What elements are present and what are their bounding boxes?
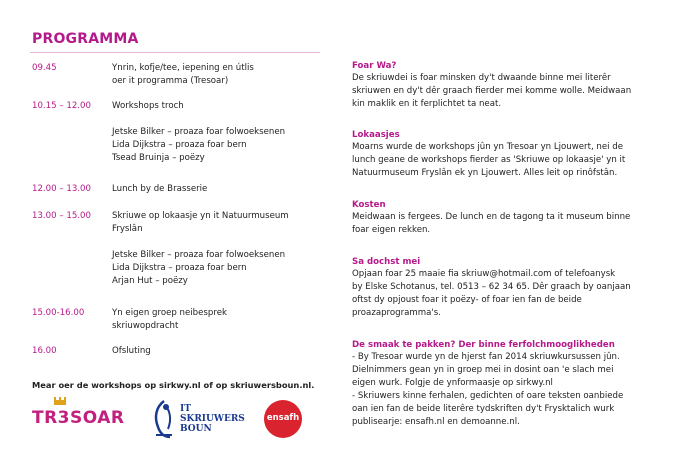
schedule-line: oer it programma (Tresoar)	[112, 76, 229, 86]
tresoar-logo	[32, 408, 125, 428]
schedule-line: Skriuwe op lokaasje yn it Natuurmuseum	[112, 211, 289, 221]
schedule-line	[112, 113, 285, 126]
schedule-line: Lida Dijkstra – proaza foar bern	[112, 263, 247, 273]
section-line: De skriuwdei is foar minsken dy't dwaande binne mei literêr	[352, 73, 611, 83]
schedule-line: Lunch by de Brasserie	[112, 184, 208, 194]
section-line: Natuurmuseum Fryslân ek yn Ljouwert. Alles leit op rinôfstân.	[352, 168, 618, 178]
schedule-description	[112, 100, 285, 165]
schedule-line: Arjan Hut – poëzy	[112, 276, 188, 286]
schedule-line: Workshops troch	[112, 101, 184, 111]
schedule-time: 12.00 – 13.00	[32, 184, 91, 194]
section-line: oan ien fan de beide literêre tydskriften dy't Frysktalich wurk	[352, 404, 615, 414]
schedule-line: Yn eigen groep neibesprek	[112, 308, 227, 318]
schedule-line: Ynrin, kofje/tee, iepening en útlis	[112, 63, 254, 73]
section-line: - Skriuwers kinne ferhalen, gedichten of oare teksten oanbiede	[352, 391, 624, 401]
info-section	[352, 60, 631, 111]
section-line: Meidwaan is fergees. De lunch en de tagong ta it museum binne	[352, 212, 631, 222]
schedule-description	[112, 210, 289, 288]
section-line: proazaprogramma's.	[352, 308, 441, 318]
skriuwers-boun-text: IT SKRIUWERS BOUN	[180, 404, 245, 434]
title-divider	[30, 52, 320, 53]
section-line: lunch geane de workshops fierder as 'Skriuwe op lokaasje' yn it	[352, 155, 626, 165]
section-line: Moarns wurde de workshops jûn yn Tresoar yn Ljouwert, nei de	[352, 142, 624, 152]
info-section	[352, 256, 631, 320]
section-line: kin maklik en it ferplichtet ta neat.	[352, 99, 502, 109]
ensafh-logo	[263, 399, 303, 443]
info-section	[352, 339, 623, 429]
tresoar-logo-text: TR3SOAR	[32, 408, 125, 428]
section-heading: Foar Wa?	[352, 61, 397, 71]
section-line: oftst dy opjoust foar it poëzy- of foar ien fan de beide	[352, 295, 582, 305]
section-line: skriuwen en dy't dêr graach fierder mei komme wolle. Meidwaan	[352, 86, 632, 96]
schedule-line: Ofsluting	[112, 346, 151, 356]
schedule-line: skriuwopdracht	[112, 321, 179, 331]
schedule-time: 09.45	[32, 63, 57, 73]
section-heading: De smaak te pakken? Der binne ferfolchmooglikheden	[352, 340, 615, 350]
quill-figure-icon	[150, 399, 178, 439]
section-heading: Lokaasjes	[352, 130, 400, 140]
schedule-time: 15.00-16.00	[32, 308, 85, 318]
more-info-text: Mear oer de workshops op sirkwy.nl of op skriuwersboun.nl.	[32, 380, 315, 390]
schedule-description	[112, 183, 207, 196]
schedule-time: 10.15 – 12.00	[32, 101, 91, 111]
info-section	[352, 199, 630, 237]
schedule-line: Tsead Bruinja – poëzy	[112, 153, 205, 163]
skriuwers-boun-logo	[150, 399, 255, 439]
ensafh-logo-text: ensafh	[266, 413, 300, 423]
schedule-line: Jetske Bilker – proaza foar folwoeksenen	[112, 250, 286, 260]
schedule-line: Lida Dijkstra – proaza foar bern	[112, 140, 247, 150]
schedule-line: Jetske Bilker – proaza foar folwoeksenen	[112, 127, 286, 137]
section-line: by Elske Schotanus, tel. 0513 – 62 34 65. Dêr graach by oanjaan	[352, 282, 631, 292]
section-line: Dielnimmers gean yn in groep mei in dosint oan 'e slach mei	[352, 365, 614, 375]
page-title: PROGRAMMA	[32, 31, 139, 47]
schedule-description	[112, 345, 151, 358]
section-line: eigen wurk. Folgje de ynformaasje op sirkwy.nl	[352, 378, 553, 388]
info-section	[352, 129, 625, 180]
section-line: - By Tresoar wurde yn de hjerst fan 2014 skriuwkursussen jûn.	[352, 352, 620, 362]
section-heading: Kosten	[352, 200, 386, 210]
section-line: foar eigen rekken.	[352, 225, 431, 235]
section-line: Opjaan foar 25 maaie fia skriuw@hotmail.com of telefoanysk	[352, 269, 616, 279]
schedule-line: Fryslân	[112, 224, 143, 234]
crown-icon	[53, 396, 67, 406]
schedule-time: 16.00	[32, 346, 57, 356]
schedule-line	[112, 236, 289, 249]
schedule-time: 13.00 – 15.00	[32, 211, 91, 221]
section-heading: Sa dochst mei	[352, 257, 421, 267]
schedule-description	[112, 62, 254, 88]
logo-strip	[32, 398, 332, 440]
section-line: publisearje: ensafh.nl en demoanne.nl.	[352, 417, 520, 427]
schedule-description	[112, 307, 227, 333]
